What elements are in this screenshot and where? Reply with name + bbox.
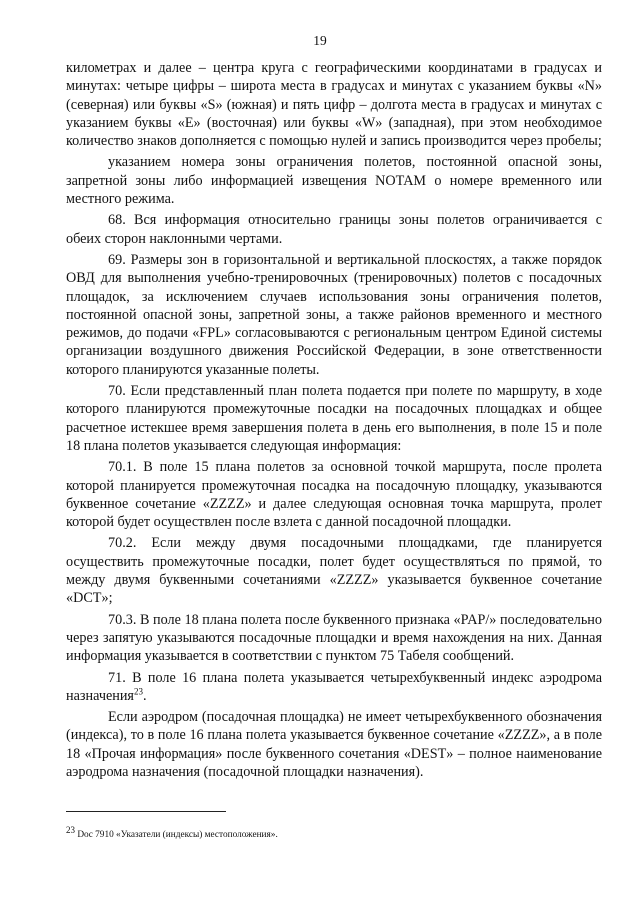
footnote-reference[interactable]: 23 [133, 686, 143, 697]
paragraph-70-2: 70.2. Если между двумя посадочными площадками, где планируется осуществить промежуточные посадки, полет будет осуществляться по прямой, то между двумя буквенными сочетаниями «ZZZZ» указывается буквенное сочетание «DCT»; [66, 535, 602, 607]
paragraph-68: 68. Вся информация относительно границы зоны полетов ограничивается с обеих сторон наклонными чертами. [66, 212, 602, 247]
footnote [66, 824, 602, 841]
paragraph-coordinates-continuation: километрах и далее – центра круга с географическими координатами в градусах и минутах: четыре цифры – широта места в градусах и минутах с указанием буквы «N» (северная) или буквы «S» (южная) и пять цифр – долгота места в градусах и минутах с указанием буквы «E» (восточная) или буквы «W» (западная), при этом необходимое количество знаков дополняется с помощью нулей и запись производится через пробелы; [66, 60, 602, 150]
footnote-divider [66, 811, 226, 812]
paragraph-70-1: 70.1. В поле 15 плана полетов за основной точкой маршрута, после пролета которой планируется промежуточная посадка на посадочную площадку, указываются буквенное сочетание «ZZZZ» и далее следующая основная точка маршрута, пролет которой будет осуществлен после взлета с данной посадочной площадки. [66, 459, 602, 531]
paragraph-71: 71. В поле 16 плана полета указывается четырехбуквенный индекс аэродрома назначения$^{23}$. [66, 669, 602, 704]
paragraph-zone-number: указанием номера зоны ограничения полетов, постоянной опасной зоны, запретной зоны либо информацией извещения NOTAM о номере временного или местного режима. [66, 154, 602, 208]
paragraph-70-3: 70.3. В поле 18 плана полета после буквенного признака «PAP/» последовательно через запятую указываются посадочные площадки и время нахождения на них. Данная информация указывается в соответствии с пунктом 75 Табеля сообщений. [66, 611, 602, 665]
paragraph-70: 70. Если представленный план полета подается при полете по маршруту, в ходе которого планируются промежуточные посадки на посадочных площадках и общее расчетное истекшее время завершения полета в день его выполнения, в поле 15 и поле 18 плана полетов указывается следующая информация: [66, 383, 602, 454]
footnote-marker: 23 [66, 824, 75, 835]
footnote-text: Doc 7910 «Указатели (индексы) местоположения». [77, 830, 278, 840]
paragraph-71-text: 71. В поле 16 плана полета указывается четырехбуквенный индекс аэродрома назначения [66, 669, 602, 704]
page-number: 19 [313, 33, 327, 48]
paragraph-69: 69. Размеры зон в горизонтальной и вертикальной плоскостях, а также порядок ОВД для выполнения учебно-тренировочных (тренировочных) полетов с посадочных площадок, за исключением случаев использования зоны ограничения полетов, постоянной опасной зоны, запретной зоны, а также районов временного и местного режимов, до подачи «FPL» согласовываются с региональным центром Единой системы организации воздушного движения Российской Федерации, в зоне ответственности которого планируются указанные полеты. [66, 251, 602, 378]
document-body [66, 59, 602, 784]
paragraph-71-aerodrome-without-index: Если аэродром (посадочная площадка) не имеет четырехбуквенного обозначения (индекса), то в поле 16 плана полета указывается буквенное сочетание «ZZZZ», а в поле 18 «Прочая информация» после буквенного сочетания «DEST» – полное наименование аэродрома назначения (посадочной площадки назначения). [66, 709, 602, 780]
